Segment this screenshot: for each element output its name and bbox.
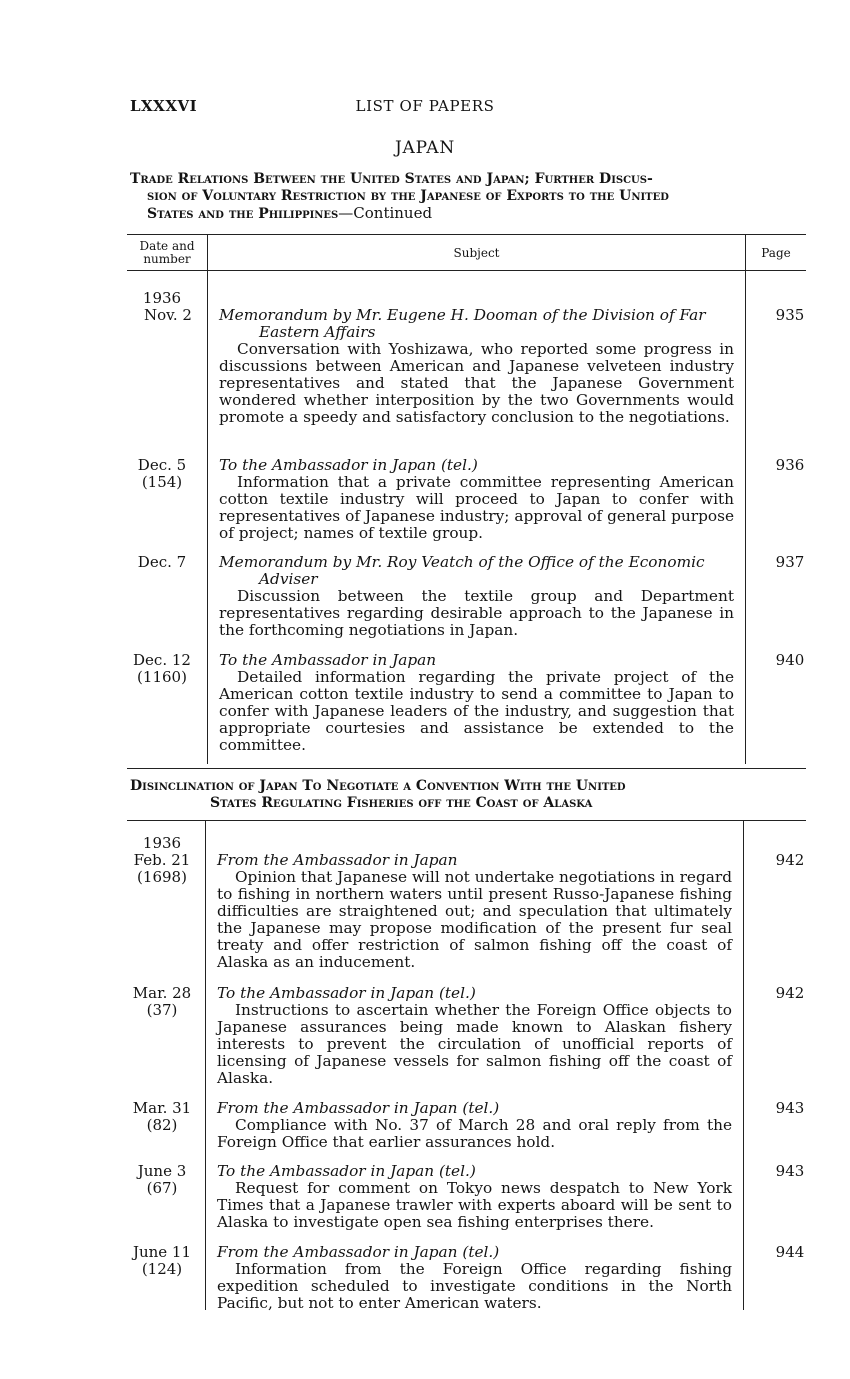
section-divider-rule [127,768,806,769]
entry-title: From the Ambassador in Japan (tel.) [217,1099,500,1117]
entry-date: 1936 Nov. 2 [142,289,192,324]
continued-label: —Continued [338,204,433,222]
entry-subject [219,457,734,542]
entry-page: 944 [775,1243,805,1261]
entry-title: From the Ambassador in Japan (tel.) [217,1243,500,1261]
column-header-date: Date and number [139,239,195,266]
entry-title: To the Ambassador in Japan (tel.) [219,456,478,474]
entry-title: From the Ambassador in Japan [217,851,458,869]
entry-subject [219,307,734,426]
column-header-page: Page [761,246,791,260]
entry-description: Detailed information regarding the private project of the American cotton textile industry to send a committee to Japan to confer with Japanese leaders of the industry, and suggestion that appropriate courtesies and assistance be extended to the committee. [219,668,734,754]
country-heading: JAPAN [394,138,456,158]
entry-page: 942 [775,851,805,869]
column-header-subject: Subject [453,246,500,260]
entry-description: Conversation with Yoshizawa, who reported some progress in discussions between American and Japanese velveteen industry representatives and stated that the Japanese Government wondered whether interposition by the two Governments would promote a speedy and satisfactory conclusion to the negotiations. [219,340,734,426]
entry-description: Opinion that Japanese will not undertake negotiations in regard to fishing in northern waters until present Russo-Japanese fishing difficulties are straightened out; and speculation that ultimately the Japanese may propose modification of the present fur seal treaty and offer restriction of salmon fishing off the coast of Alaska as an inducement. [217,868,732,971]
entry-title: Memorandum by Mr. Roy Veatch of the Office of the Economic Adviser [219,553,705,588]
entry-page: 936 [775,456,805,474]
entry-subject [217,1100,732,1151]
entry-title: To the Ambassador in Japan (tel.) [217,984,476,1002]
column-divider [205,820,206,1310]
table-top-rule [127,234,806,235]
entry-title: To the Ambassador in Japan (tel.) [217,1162,476,1180]
entry-date: 1936 Feb. 21 (1698) [133,834,191,886]
section-title-line: States and the Philippines—Continued [147,204,433,222]
section-title-fisheries [130,778,806,812]
entry-title: Memorandum by Mr. Eugene H. Dooman of the Division of Far Eastern Affairs [219,306,706,341]
entry-date: Mar. 31 (82) [132,1099,192,1134]
entry-description: Request for comment on Tokyo news despatch to New York Times that a Japanese trawler with experts aboard will be sent to Alaska to investigate open sea fishing enterprises there. [217,1179,732,1231]
entry-date: Mar. 28 (37) [132,984,192,1019]
entry-description: Information that a private committee representing American cotton textile industry will proceed to Japan to confer with representatives of Japanese industry; approval of general purpose of project; names of textile group. [219,473,734,542]
entry-date: June 11 (124) [132,1243,192,1278]
entry-date: Dec. 12 (1160) [133,651,191,686]
column-divider [743,820,744,1310]
entry-page: 942 [775,984,805,1002]
entry-date: June 3 (67) [137,1162,187,1197]
section-title-line: sion of Voluntary Restriction by the Japanese of Exports to the United [147,188,669,204]
entry-date: Dec. 5 (154) [137,456,187,491]
column-divider [207,234,208,764]
entry-subject [217,1244,732,1312]
entry-description: Discussion between the textile group and Department representatives regarding desirable approach to the Japanese in the forthcoming negotiations in Japan. [219,587,734,639]
section-title-trade-relations [130,171,806,223]
entry-description: Instructions to ascertain whether the Foreign Office objects to Japanese assurances being made known to Alaskan fishery interests to prevent the circulation of unofficial reports of licensing of Japanese vessels for salmon fishing off the coast of Alaska. [217,1001,732,1087]
entry-title: To the Ambassador in Japan [219,651,437,669]
entry-subject [217,1163,732,1231]
entry-subject [217,985,732,1087]
entry-page: 943 [775,1162,805,1180]
entry-subject [219,652,734,754]
section-title-line: Trade Relations Between the United States and Japan; Further Discus- [130,171,653,187]
entry-page: 940 [775,651,805,669]
entry-page: 937 [775,553,805,571]
header-bottom-rule [127,270,806,271]
section-title-line: Disinclination of Japan To Negotiate a Convention With the United [130,778,626,794]
page-folio: LXXXVI [130,97,198,115]
entry-page: 943 [775,1099,805,1117]
entry-description: Compliance with No. 37 of March 28 and oral reply from the Foreign Office that earlier assurances hold. [217,1116,732,1151]
entry-page: 935 [775,306,805,324]
running-head [0,97,850,117]
entry-description: Information from the Foreign Office regarding fishing expedition scheduled to investigate conditions in the North Pacific, but not to enter American waters. [217,1260,732,1312]
table-top-rule [127,820,806,821]
section-title-line: States Regulating Fisheries off the Coast of Alaska [210,795,593,811]
entry-subject [219,554,734,639]
entry-subject [217,852,732,971]
entry-date: Dec. 7 [137,553,187,571]
running-title: LIST OF PAPERS [355,97,495,115]
column-divider [745,234,746,764]
